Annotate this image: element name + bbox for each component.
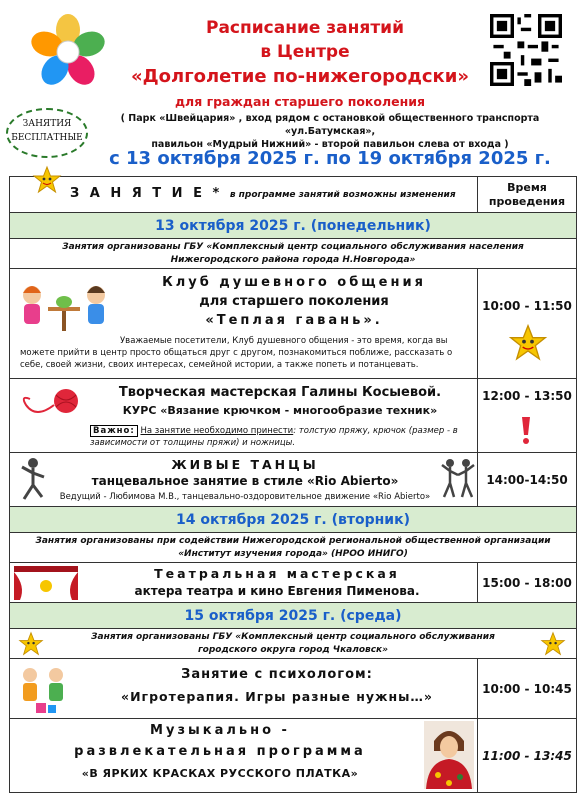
address-line-2: павильон «Мудрый Нижний» - второй павильон слева от входа ) <box>151 139 509 150</box>
event-1-main <box>10 269 478 378</box>
tea-party-illustration <box>14 277 114 333</box>
yarn-icon <box>16 385 86 421</box>
event-5-time-cell <box>478 659 576 718</box>
theatre-curtain-icon <box>14 566 78 600</box>
day-row-14: 14 октября 2025 г. (вторник) <box>10 507 576 533</box>
event-1-time: 10:00 - 11:50 <box>482 299 572 313</box>
children-playing-icon <box>16 663 76 715</box>
event-4-time: 15:00 - 18:00 <box>482 575 572 590</box>
event-1-title: Клуб душевного общения <box>162 275 426 290</box>
event-2-main <box>10 379 478 452</box>
event-5-subtitle: «Игротерапия. Игры разные нужны…» <box>121 689 433 704</box>
event-6-title: Музыкально - <box>150 723 290 738</box>
dancers-icon <box>440 457 476 501</box>
org-2-line-1: Занятия организованы при содействии Нижегородской региональной общественной организации <box>35 535 551 546</box>
event-row-psychologist <box>10 659 576 719</box>
org-3-line-2: городского округа город Чкаловск» <box>197 644 389 655</box>
star-icon <box>32 165 62 195</box>
event-5-title: Занятие с психологом: <box>181 667 373 682</box>
org-row-1 <box>10 239 576 269</box>
event-row-crochet <box>10 379 576 453</box>
header <box>0 0 585 180</box>
header-time-1: Время <box>507 180 547 194</box>
event-2-note <box>90 425 470 449</box>
star-icon <box>18 631 44 657</box>
event-4-title: Театральная мастерская <box>154 566 400 581</box>
event-1-time-cell <box>478 269 576 378</box>
event-3-leader: Ведущий - Любимова М.В., танцевально-оздоровительное движение «Rio Abierto» <box>59 492 431 502</box>
header-title-text: З А Н Я Т И Е * <box>70 186 223 201</box>
org-3-line-1: Занятия организованы ГБУ «Комплексный центр социального обслуживания <box>91 631 495 642</box>
event-6-main <box>10 719 478 792</box>
table-header-row <box>10 177 576 213</box>
event-3-time-cell <box>478 453 576 506</box>
event-3-time: 14:00-14:50 <box>486 472 568 487</box>
event-5-time: 10:00 - 10:45 <box>482 681 572 696</box>
org-2-line-2: «Институт изучения города» (НРОО ИНИГО) <box>178 548 408 559</box>
free-badge-line-2: БЕСПЛАТНЫЕ <box>11 133 83 143</box>
org-1-line-1: Занятия организованы ГБУ «Комплексный центр социального обслуживания населения <box>62 241 524 252</box>
event-6-subtitle: развлекательная программа <box>74 744 366 759</box>
event-6-time: 11:00 - 13:45 <box>482 748 572 763</box>
table-header-title <box>70 186 456 201</box>
event-2-time-cell <box>478 379 576 452</box>
event-3-main <box>10 453 478 506</box>
address <box>95 112 565 151</box>
important-items: : толстую пряжу, крючок (размер - в зависимости от толщины пряжи) и ножницы. <box>90 426 458 448</box>
free-badge <box>6 108 88 158</box>
event-4-time-cell <box>478 563 576 602</box>
exclamation-icon <box>518 415 534 445</box>
event-2-title: Творческая мастерская Галины Косыевой. <box>118 385 442 400</box>
header-time-2: проведения <box>488 194 566 208</box>
event-2-time: 12:00 - 13:50 <box>482 389 572 403</box>
star-icon <box>508 323 548 363</box>
important-text: На занятие необходимо принести <box>140 426 294 436</box>
date-range: с 13 октября 2025 г. по 19 октября 2025 г. <box>109 148 551 169</box>
free-badge-line-1: ЗАНЯТИЯ <box>22 119 72 129</box>
event-4-subtitle: актера театра и кино Евгения Пименова. <box>134 584 420 598</box>
event-6-name: «В ЯРКИХ КРАСКАХ РУССКОГО ПЛАТКА» <box>81 767 359 780</box>
header-cell-time <box>478 177 576 212</box>
event-2-subtitle: КУРС «Вязание крючком - многообразие техник» <box>122 404 438 417</box>
header-note: в программе занятий возможны изменения <box>229 190 456 200</box>
event-row-theatre <box>10 563 576 603</box>
woman-in-shawl-photo <box>424 721 474 789</box>
event-1-subtitle: для старшего поколения <box>199 294 389 309</box>
event-4-main <box>10 563 478 602</box>
event-1-description: Уважаемые посетители, Клуб душевного общения - это время, когда вы можете прийти в центр просто общаться друг с другом, познакомиться поближе, рассказать о себе, своей жизни, своих интересах, семейной истории, а также попеть и потанцевать. <box>20 336 453 370</box>
org-row-2 <box>10 533 576 563</box>
address-line-1: ( Парк «Швейцария» , вход рядом с остановкой общественного транспорта «ул.Батумская», <box>120 113 540 137</box>
day-row-13: 13 октября 2025 г. (понедельник) <box>10 213 576 239</box>
event-3-subtitle: танцевальное занятие в стиле «Rio Abierto» <box>91 474 399 488</box>
event-row-dance <box>10 453 576 507</box>
event-1-name: «Теплая гавань». <box>205 313 383 328</box>
org-1-line-2: Нижегородского района города Н.Новгорода» <box>170 254 416 265</box>
title-line-3: «Долголетие по-нижегородски» <box>130 66 470 87</box>
event-5-main <box>10 659 478 718</box>
header-cell-main <box>10 177 478 212</box>
event-row-music <box>10 719 576 792</box>
title-line-1: Расписание занятий <box>205 18 404 38</box>
subtitle: для граждан старшего поколения <box>174 94 426 109</box>
title-line-2: в Центре <box>260 42 350 62</box>
dancer-icon <box>18 457 48 501</box>
star-icon <box>540 631 566 657</box>
schedule-table <box>9 176 577 793</box>
event-6-time-cell <box>478 719 576 792</box>
event-3-title: ЖИВЫЕ ТАНЦЫ <box>171 457 319 472</box>
event-row-club <box>10 269 576 379</box>
org-row-3 <box>10 629 576 659</box>
day-row-15: 15 октября 2025 г. (среда) <box>10 603 576 629</box>
important-label: Важно: <box>90 425 138 437</box>
